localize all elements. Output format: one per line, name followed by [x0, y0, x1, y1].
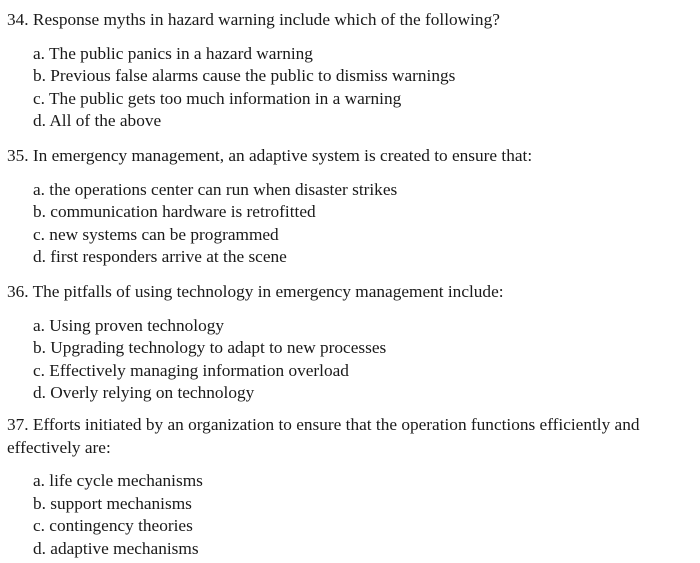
question-34	[7, 9, 695, 133]
answer-options	[7, 315, 695, 405]
answer-option-c: c. Effectively managing information overload	[33, 360, 349, 380]
answer-option-a: a. Using proven technology	[33, 315, 225, 335]
answer-options	[7, 179, 695, 269]
answer-option-c: c. new systems can be programmed	[33, 224, 279, 244]
answer-option-c: c. contingency theories	[33, 516, 193, 536]
question-37	[7, 414, 695, 561]
answer-option-d: d. adaptive mechanisms	[33, 538, 199, 558]
question-text: 34. Response myths in hazard warning include which of the following?	[7, 10, 500, 29]
answer-option-d: d. All of the above	[33, 111, 162, 131]
question-36	[7, 281, 695, 405]
answer-option-d: d. first responders arrive at the scene	[33, 247, 287, 267]
question-35	[7, 145, 695, 269]
question-text: 36. The pitfalls of using technology in emergency management include:	[7, 282, 504, 301]
answer-option-b: b. support mechanisms	[33, 493, 192, 513]
answer-option-a: a. the operations center can run when disaster strikes	[33, 179, 398, 199]
answer-option-b: b. Previous false alarms cause the public to dismiss warnings	[33, 66, 456, 86]
question-text: 37. Efforts initiated by an organization to ensure that the operation functions efficiently and effectively are:	[7, 415, 640, 457]
answer-options	[7, 43, 695, 133]
answer-option-c: c. The public gets too much information in a warning	[33, 88, 402, 108]
answer-option-a: a. life cycle mechanisms	[33, 471, 203, 491]
answer-option-d: d. Overly relying on technology	[33, 383, 255, 403]
answer-option-b: b. Upgrading technology to adapt to new processes	[33, 338, 387, 358]
answer-options	[7, 470, 695, 560]
answer-option-a: a. The public panics in a hazard warning	[33, 43, 313, 63]
answer-option-b: b. communication hardware is retrofitted	[33, 202, 316, 222]
question-text: 35. In emergency management, an adaptive system is created to ensure that:	[7, 146, 533, 165]
